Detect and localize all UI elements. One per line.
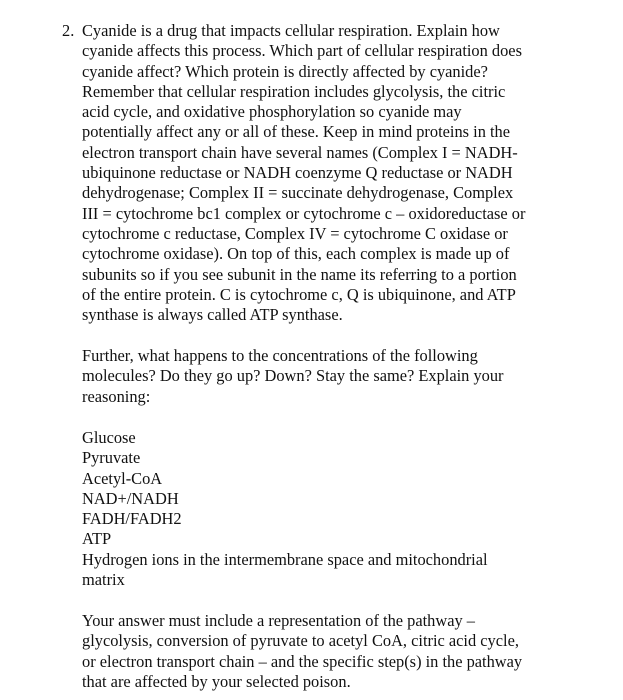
text-line: synthase is always called ATP synthase. [82,305,343,325]
text-line: of the entire protein. C is cytochrome c, Q is ubiquinone, and ATP [82,284,516,304]
text-line: cyanide affects this process. Which part of cellular respiration does [82,41,522,61]
text-line: Your answer must include a representation of the pathway – [82,611,475,630]
text-line: that are affected by your selected poison. [82,671,351,691]
text-line: or electron transport chain – and the specific step(s) in the pathway [82,651,523,671]
list-item: Acetyl-CoA [82,468,163,488]
question-paragraph-requirements [82,611,612,692]
text-line: Remember that cellular respiration includes glycolysis, the citric [82,81,506,101]
text-line: cyanide affect? Which protein is directly affected by cyanide? [82,61,488,81]
list-item: Hydrogen ions in the intermembrane space and mitochondrial [82,549,488,569]
text-line: cytochrome c reductase, Complex IV = cytochrome C oxidase or [82,223,508,243]
list-item: NAD+/NADH [82,488,179,508]
list-item: matrix [82,570,125,590]
text-line: cytochrome oxidase). On top of this, each complex is made up of [82,244,510,264]
question-paragraph-intro [82,21,612,325]
list-item: ATP [82,529,112,549]
text-line: glycolysis, conversion of pyruvate to acetyl CoA, citric acid cycle, [82,631,519,651]
text-line: molecules? Do they go up? Down? Stay the same? Explain your [82,366,504,386]
question-number: 2. [62,21,75,40]
text-line: III = cytochrome bc1 complex or cytochrome c – oxidoreductase or [82,203,526,223]
text-line: dehydrogenase; Complex II = succinate dehydrogenase, Complex [82,183,514,203]
text-line: Further, what happens to the concentrations of the following [82,346,478,365]
list-item: FADH/FADH2 [82,509,182,529]
text-line: ubiquinone reductase or NADH coenzyme Q reductase or NADH [82,163,513,183]
text-line: electron transport chain have several names (Complex I = NADH- [82,142,518,162]
list-item: Glucose [82,428,136,447]
text-line: acid cycle, and oxidative phosphorylation so cyanide may [82,102,462,122]
text-line: reasoning: [82,386,151,406]
text-line: subunits so if you see subunit in the name its referring to a portion [82,264,517,284]
text-line: Cyanide is a drug that impacts cellular respiration. Explain how [82,21,500,40]
question-paragraph-concentrations [82,346,612,407]
text-line: potentially affect any or all of these. Keep in mind proteins in the [82,122,511,142]
list-item: Pyruvate [82,448,141,468]
molecule-list [82,428,612,590]
